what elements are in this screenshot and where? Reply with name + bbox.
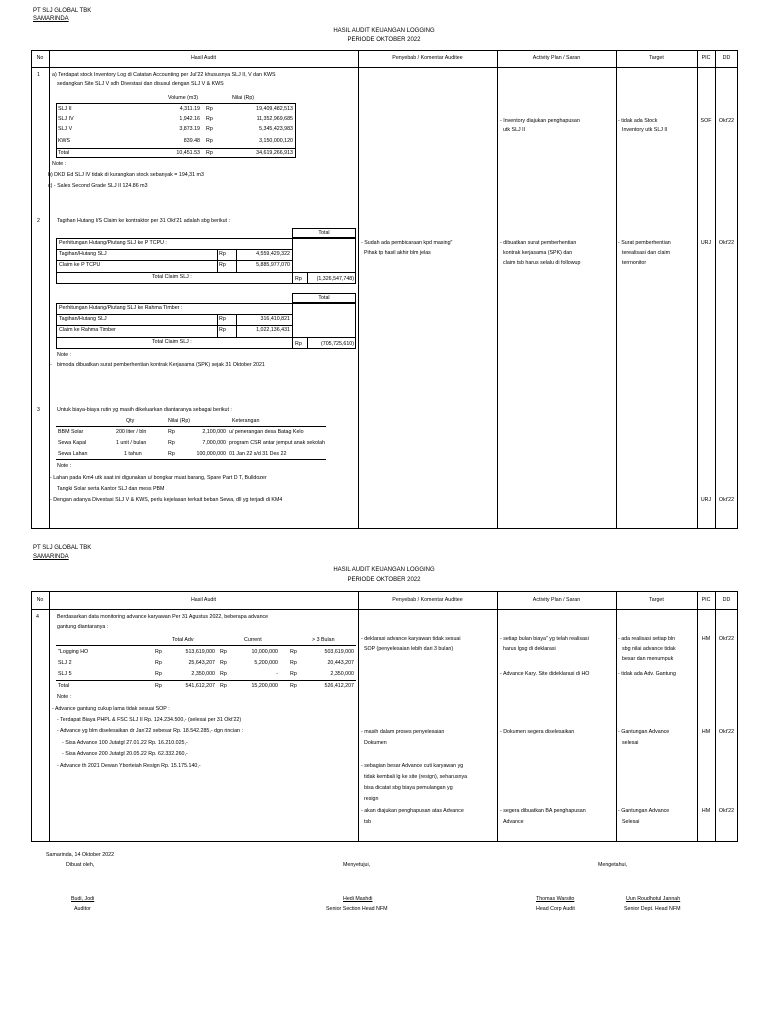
adv-total: 513,619,000 [185,649,215,655]
pic-value: HM [701,808,711,814]
claim-total-value: (1,326,547,748) [316,276,354,282]
cost-name: Sewa Lahan [58,451,88,457]
penyebab-text: - deklarasi advance karyawan tidak sesuai [361,636,461,642]
cost-rp: Rp [168,451,175,457]
penyebab-text: SOP (penyelesaian lebih dari 3 bulan) [364,646,454,652]
city: SAMARINDA [33,554,69,560]
cost-val: 7,000,000 [202,440,226,446]
column-label: Current [244,637,262,643]
claim-total-value: (705,725,610) [321,341,354,347]
header-dd: DD [722,597,731,603]
cost-name: BBM Solar [58,429,84,435]
claim-table-title: Perhitungan Hutang/Piutang SLJ ke P TCPU : [59,240,167,246]
inv-vol: 839.48 [183,138,200,144]
note-text: Tangki Solar serta Kantor SLJ dan mess PBM [57,486,165,492]
claim-table-title: Perhitungan Hutang/Piutang SLJ ke Rahma Timber : [59,305,183,311]
pic-value: HM [701,729,711,735]
activity-text: - segera dibuatkan BA penghapusan [500,808,586,814]
inv-vol: 1,942.16 [179,116,200,122]
cost-rp: Rp [168,440,175,446]
header-no: No [36,597,44,603]
target-text: Selesai [622,819,640,825]
penyebab-text: tidak kembali lg ke site (resign), seharusnya [364,774,468,780]
header-target: Target [649,55,664,61]
column-label: Total Adv [172,637,194,643]
inv-name: SLJ IV [58,116,74,122]
claim-rp: Rp [219,327,226,333]
sign-mengetahui: Mengetahui, [598,862,628,868]
note-label: Note : [57,694,72,700]
inv-total-rp: Rp [206,150,213,156]
finding-text: Berdasarkan data monitoring advance karyawan Per 31 Agustus 2022, beberapa advance [57,614,269,620]
note-c: c) - Sales Second Grade SLJ II 124.86 m3 [48,183,148,189]
adv-rp: Rp [155,683,162,689]
adv-over: 2,350,000 [330,671,354,677]
target-text: - ada realisasi setiap bln [618,636,676,642]
note-label: Note : [52,161,67,167]
target-text: - Surat pemberhentian [618,240,671,246]
header-hasil: Hasil Audit [190,597,217,603]
inv-rp: Rp [206,106,213,112]
claim-rp: Rp [219,316,226,322]
header-penyebab: Penyebab / Komentar Auditee [392,55,463,61]
activity-text: kontrak kerjasama (SPK) dan [503,250,573,256]
penyebab-text: tsb [364,819,372,825]
finding-text: gantung diantaranya : [57,624,109,630]
adv-over: 503,619,000 [324,649,354,655]
header-activity: Activity Plan / Saran [532,597,581,603]
activity-text: - dibuatkan surat pemberhentian [500,240,577,246]
note-text: bimoda dibuatkan surat pemberhentian kontrak Kerjasama (SPK) sejak 31 Oktober 2021 [57,362,265,368]
claim-total-label: Total Claim SLJ : [152,274,192,280]
claim-rp: Rp [219,251,226,257]
target-text: besar dan menumpuk [622,656,674,662]
row-no: 3 [37,407,40,413]
claim-value: 1,022,136,431 [256,327,290,333]
company-name: PT SLJ GLOBAL TBK [33,545,92,551]
column-label: Qty [126,418,135,424]
activity-text: - Inventory diajukan penghapusan [500,118,580,124]
note-text: - Dengan adanya Divestasi SLJ V & KWS, perlu kejelasan terkait beban Sewa, dll yg terjadi di KM4 [50,497,283,503]
adv-rp: Rp [155,649,162,655]
cost-val: 2,100,000 [202,429,226,435]
dd-value: Okt'22 [718,729,735,735]
header-penyebab: Penyebab / Komentar Auditee [392,597,463,603]
note-text: - Advance th 2021 Dewan Yborteiah Resign Rp. 15.175.140,- [57,763,201,769]
dd-value: Okt'22 [718,118,735,124]
target-text: selesai [622,740,639,746]
inv-name: KWS [58,138,71,144]
adv-total: 2,350,000 [191,671,215,677]
header-target: Target [649,597,664,603]
penyebab-text: - masih dalam proses penyelesaian [361,729,445,735]
inv-rp: Rp [206,126,213,132]
adv-rp: Rp [290,671,297,677]
inv-total-val: 34,619,266,913 [256,150,293,156]
inv-vol: 4,311.19 [179,106,200,112]
pic-value: HM [701,636,711,642]
note-text: - Terdapat Biaya PHPL & FSC SLJ II Rp. 124.234.500,- (selesai per 31 Okt'22) [57,717,242,723]
adv-current: 10,000,000 [251,649,278,655]
report-period: PERIODE OKTOBER 2022 [347,37,421,43]
inv-total: Total [58,150,70,156]
header-pic: PIC [701,55,711,61]
column-label: Keterangan [232,418,260,424]
dd-value: Okt'22 [718,636,735,642]
claim-total-rp: Rp [295,341,302,347]
pic-value: URJ [700,240,712,246]
adv-rp: Rp [155,660,162,666]
column-label: Nilai (Rp) [168,418,191,424]
activity-text: - setiap bulan biaya" yg telah realisasi [500,636,589,642]
signer-name: Thomas Warsito [536,896,575,902]
header-hasil: Hasil Audit [190,55,217,61]
adv-rp: Rp [220,683,227,689]
activity-text: Advance [503,819,524,825]
adv-rp: Rp [220,660,227,666]
city: SAMARINDA [33,16,69,22]
claim-row-label: Claim ke P TCPU [59,262,101,268]
inv-name: SLJ II [58,106,72,112]
inv-rp: Rp [206,138,213,144]
adv-name: SLJ 5 [58,671,72,677]
target-text: terealisasi dan claim [622,250,670,256]
adv-over: 526,412,207 [324,683,354,689]
claim-total-label: Total Claim SLJ : [152,339,192,345]
sign-date: Samarinda, 14 Oktober 2022 [46,852,115,858]
finding-text: sedangkan Site SLJ V sdh Divestasi dan disusul dengan SLJ V & KWS [57,81,224,87]
target-text: Inventory utk SLJ II [622,127,668,133]
signer-name: Hedi Mashdi [343,896,373,902]
report-period: PERIODE OKTOBER 2022 [347,577,421,583]
inv-rp: Rp [206,116,213,122]
adv-current: 5,200,000 [254,660,278,666]
header-pic: PIC [701,597,711,603]
note-dash: - [50,362,52,368]
adv-rp: Rp [290,649,297,655]
company-name: PT SLJ GLOBAL TBK [33,8,92,14]
finding-text: Tagihan Hutang I/S Claim ke kontraktor per 31 Okt'21 adalah sbg berikut : [57,218,230,224]
target-text: - Gantungan Advance [618,808,670,814]
claim-total-rp: Rp [295,276,302,282]
signer-role: Head Corp Audit [536,906,575,912]
sign-dibuat: Dibuat oleh, [66,862,95,868]
inv-total-vol: 10,451.53 [176,150,200,156]
claim-row-label: Tagihan/Hutang SLJ [59,316,107,322]
adv-name: "Logging HO [58,649,89,655]
activity-text: utk SLJ II [503,127,526,133]
cost-ket: u/ penerangan desa Batag Kelo [229,429,304,435]
column-label: Nilai (Rp) [232,95,255,101]
note-text: - Advance yg blm diselesaikan dr Jan'22 sebesar Rp. 18.542.285,- dgn rincian : [57,728,243,734]
cost-qty: 1 tahun [124,451,142,457]
header-dd: DD [722,55,731,61]
target-text: - Gantungan Advance [618,729,670,735]
penyebab-text: resign [364,796,379,802]
adv-over: 20,443,207 [327,660,354,666]
claim-row-label: Tagihan/Hutang SLJ [59,251,107,257]
signer-role: Auditor [74,906,91,912]
signer-name: Uun Roudhotul Jannah [626,896,681,902]
dd-value: Okt'22 [718,808,735,814]
activity-text: - Dokumen segera diselesaikan [500,729,575,735]
signer-role: Senior Section Head NFM [326,906,388,912]
cost-rp: Rp [168,429,175,435]
adv-name: SLJ 2 [58,660,72,666]
adv-total: 25,643,207 [188,660,215,666]
row-no: 1 [37,72,40,78]
claim-row-label: Claim ke Rahma Timber [59,327,116,333]
inv-vol: 3,873.19 [179,126,200,132]
dd-value: Okt'22 [718,240,735,246]
penyebab-text: Pihak tp hasil akhir blm jelas [364,250,431,256]
cost-ket: program CSR antar jemput anak sekolah [229,440,325,446]
claim-value: 4,559,429,322 [256,251,290,257]
adv-total: 541,612,207 [185,683,215,689]
adv-current: - [276,671,278,677]
adv-rp: Rp [155,671,162,677]
pic-value: URJ [700,497,712,503]
penyebab-text: - sebagian besar Advance cuti karyawan yg [361,763,464,769]
target-text: - tidak ada Stock [618,118,658,124]
signer-name: Budi, Jodi [71,896,95,902]
activity-text: harus lgsg di deklarasi [503,646,556,652]
pic-value: SOF [700,118,712,124]
report-title: HASIL AUDIT KEUANGAN LOGGING [333,28,435,34]
dd-value: Okt'22 [718,497,735,503]
note-label: Note : [57,352,72,358]
row-no: 4 [36,614,39,620]
total-label: Total [318,295,330,301]
activity-text: claim tsb harus selalu di followup [503,260,581,266]
cost-qty: 1 unit / bulan [116,440,147,446]
penyebab-text: - akan diajukan penghapusan atas Advance [361,808,464,814]
inv-name: SLJ V [58,126,73,132]
adv-rp: Rp [220,671,227,677]
header-activity: Activity Plan / Saran [532,55,581,61]
note-text: - Sisa Advance 200 Jutatgl 20.05.22 Rp. 62.332.260,- [62,751,188,757]
inv-val: 3,150,000,120 [259,138,293,144]
penyebab-text: bisa dicatat sbg biaya pemulangan yg [364,785,453,791]
claim-value: 5,885,977,070 [256,262,290,268]
column-label: Volume (m3) [168,95,199,101]
row-no: 2 [37,218,40,224]
penyebab-text: Dokumen [364,740,387,746]
target-text: terrnonitor [622,260,647,266]
adv-total-label: Total [58,683,70,689]
adv-current: 15,200,000 [251,683,278,689]
adv-rp: Rp [290,660,297,666]
note-label: Note : [57,463,72,469]
signer-role: Senior Dept. Head NFM [624,906,681,912]
target-text: - tidak ada Adv. Gantung [618,671,676,677]
target-text: sbg nilai advance tidak [622,646,676,652]
note-b: b) DKD Ed SLJ IV tidak di kurangkan stock sebanyak = 194,31 m3 [48,172,204,178]
claim-value: 316,410,821 [260,316,290,322]
note-text: - Sisa Advance 100 Jutatgl 27.01.22 Rp. 16.210.025,- [62,740,188,746]
adv-rp: Rp [290,683,297,689]
cost-ket: 01 Jan 22 s/d 31 Des 22 [229,451,287,457]
header-no: No [36,55,44,61]
note-text: - Lahan pada Km4 utk saat ini digunakan u/ bongkar muat barang, Spare Part D T, Bulldozer [50,475,267,481]
activity-text: - Advance Kary. Site dideklarasi di HO [500,671,590,677]
sign-menyetujui: Menyetujui, [343,862,371,868]
inv-val: 19,409,482,513 [256,106,293,112]
inv-val: 11,352,969,685 [256,116,293,122]
cost-name: Sewa Kapal [58,440,87,446]
total-label: Total [318,230,330,236]
cost-val: 100,000,000 [196,451,226,457]
penyebab-text: - Sudah ada pembicaraan kpd masing" [361,240,453,246]
inv-val: 5,345,423,983 [259,126,293,132]
claim-rp: Rp [219,262,226,268]
finding-text: a) Terdapat stock Inventory Log di Catatan Accounting per Jul'22 khususnya SLJ II, V dan KWS [52,72,276,78]
column-label: > 3 Bulan [312,637,335,643]
report-title: HASIL AUDIT KEUANGAN LOGGING [333,567,435,573]
finding-text: Untuk biaya-biaya rutin yg masih dikeluarkan diantaranya sebagai berikut : [57,407,232,413]
cost-qty: 200 liter / bln [116,429,147,435]
note-text: - Advance gantung cukup lama tidak sesuai SOP : [52,706,170,712]
adv-rp: Rp [220,649,227,655]
